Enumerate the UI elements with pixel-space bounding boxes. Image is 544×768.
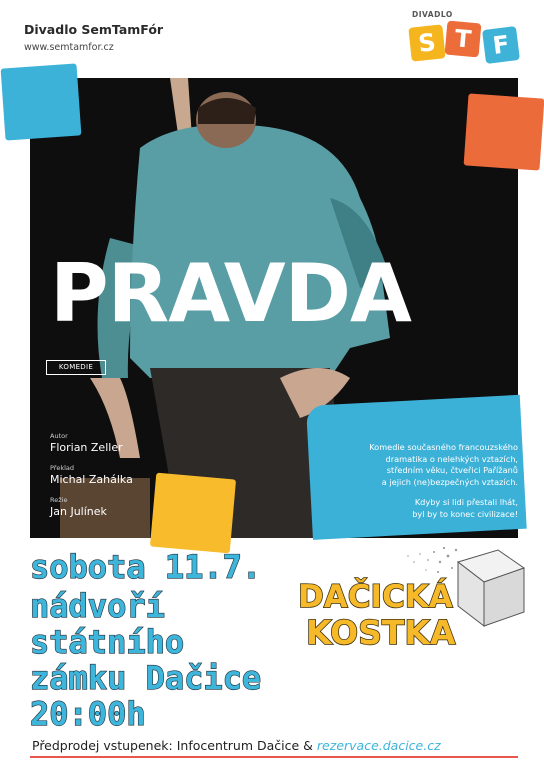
theatre-website[interactable]: www.semtamfor.cz	[24, 42, 114, 53]
event-venue-line: nádvoří	[30, 587, 165, 625]
logo-letter-f: F	[482, 26, 520, 64]
blurb-tagline: byl by to konec civilizace!	[412, 508, 518, 519]
logo-letter-s: S	[408, 24, 445, 61]
blurb-text	[332, 442, 518, 520]
credit-author-label: Autor	[50, 432, 68, 440]
decor-square-yellow	[150, 473, 236, 554]
logo-letter-t: T	[445, 21, 482, 58]
logo-caption: DIVADLO	[412, 10, 453, 19]
blurb-line: středním věku, čtveřici Pařížanů	[386, 465, 518, 475]
credit-director-name: Jan Julínek	[50, 505, 107, 518]
blurb-line: dramatika o nelehkých vztazích,	[385, 453, 518, 464]
festival-name-line1: DAČICKÁ	[298, 579, 453, 615]
credit-translation-label: Překlad	[50, 464, 75, 472]
blurb-line: a jejich (ne)bezpečných vztazích.	[381, 476, 518, 487]
decor-square-orange	[464, 93, 544, 170]
event-venue-line: státního	[30, 623, 185, 661]
event-time: 20:00h	[30, 695, 146, 733]
blurb-tagline: Kdyby si lidi přestali lhát,	[414, 497, 518, 507]
credit-author-name: Florian Zeller	[50, 441, 123, 454]
footer-underline	[30, 756, 518, 758]
festival-logo	[288, 542, 528, 662]
blurb-line: Komedie současného francouzského	[369, 442, 518, 452]
presale-separator: &	[303, 738, 313, 753]
event-venue-line: zámku Dačice	[30, 659, 262, 697]
credit-translation-name: Michal Zahálka	[50, 473, 133, 486]
presale-footer	[32, 738, 441, 753]
event-date: sobota 11.7.	[30, 548, 262, 586]
decor-square-blue	[1, 63, 82, 140]
genre-badge: KOMEDIE	[46, 360, 106, 375]
festival-name-line2: KOSTKA	[306, 613, 456, 652]
credit-director-label: Režie	[50, 496, 68, 504]
stf-logo	[408, 10, 524, 68]
reservation-link[interactable]: rezervace.dacice.cz	[316, 738, 441, 753]
presale-text: Předprodej vstupenek: Infocentrum Dačice	[32, 738, 300, 753]
theatre-name: Divadlo SemTamFór	[24, 22, 164, 37]
play-title: PRAVDA	[50, 247, 411, 340]
